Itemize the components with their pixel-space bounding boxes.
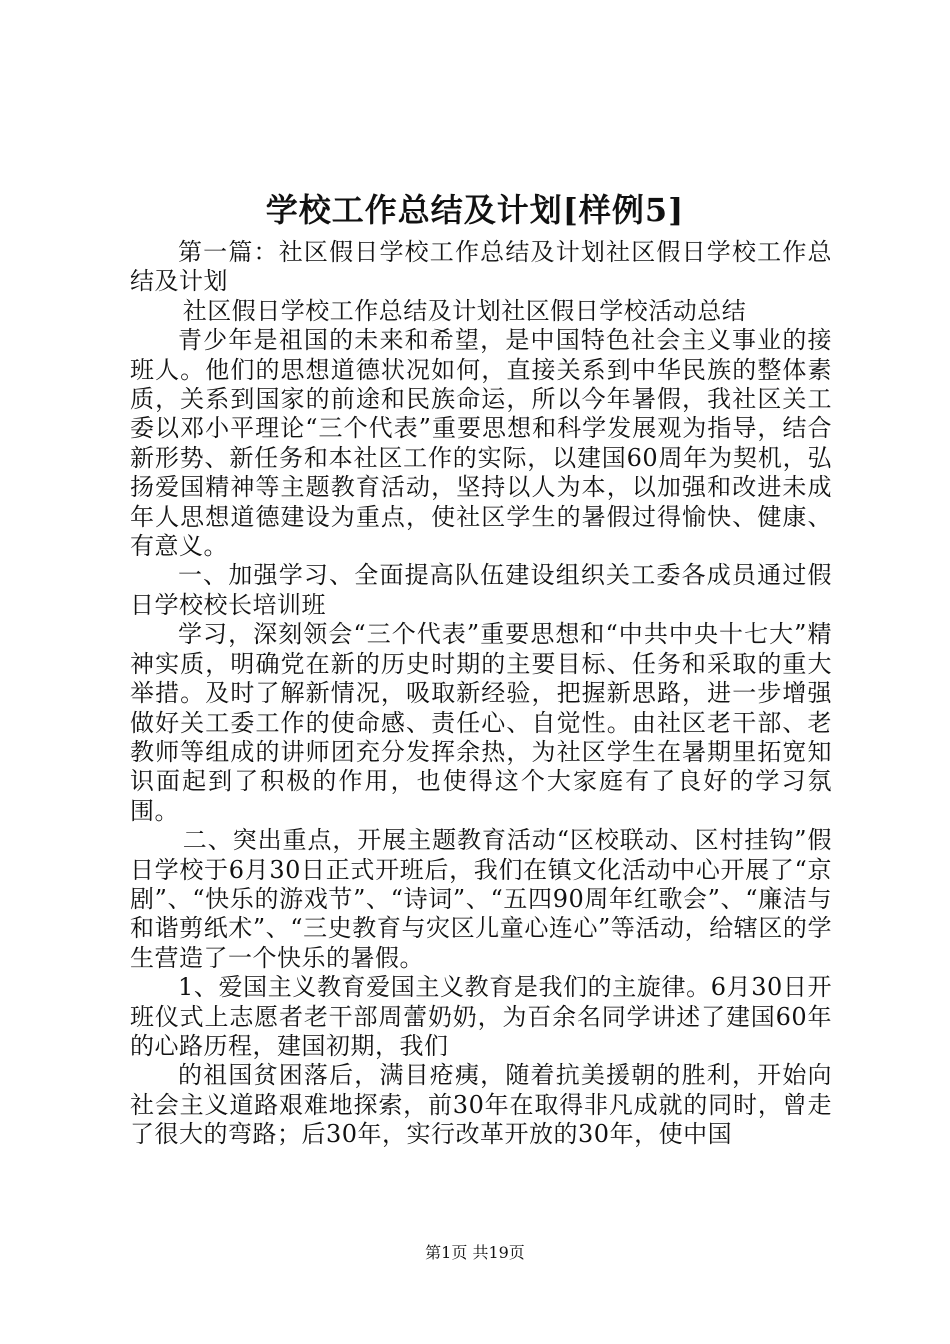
paragraph: 1、爱国主义教育爱国主义教育是我们的主旋律。6月30日开班仪式上志愿者老干部周蕾奶奶，为百余名同学讲述了建国60年的心路历程，建国初期，我们 [130, 973, 832, 1060]
paragraph: 的祖国贫困落后，满目疮痍，随着抗美援朝的胜利，开始向社会主义道路艰难地探索，前30年在取得非凡成就的同时，曾走了很大的弯路；后30年，实行改革开放的30年，使中国 [130, 1061, 832, 1149]
paragraph: 一、加强学习、全面提高队伍建设组织关工委各成员通过假日学校校长培训班 [130, 561, 832, 619]
page-footer: 第1页 共19页 [425, 1243, 525, 1262]
paragraph: 青少年是祖国的未来和希望，是中国特色社会主义事业的接班人。他们的思想道德状况如何，直接关系到中华民族的整体素质，关系到国家的前途和民族命运，所以今年暑假，我社区关工委以邓小平理论“三个代表”重要思想和科学发展观为指导，结合新形势、新任务和本社区工作的实际，以建国60周年为契机，弘扬爱国精神等主题教育活动，坚持以人为本，以加强和改进未成年人思想道德建设为重点，使社区学生的暑假过得愉快、健康、有意义。 [130, 326, 832, 561]
document-title: 学校工作总结及计划[样例5] [265, 191, 685, 229]
document-body [130, 238, 832, 1150]
paragraph: 第一篇：社区假日学校工作总结及计划社区假日学校工作总结及计划 [130, 238, 832, 296]
paragraph: 学习，深刻领会“三个代表”重要思想和“中共中央十七大”精神实质，明确党在新的历史时期的主要目标、任务和采取的重大举措。及时了解新情况，吸取新经验，把握新思路，进一步增强做好关工委工作的使命感、责任心、自觉性。由社区老干部、老教师等组成的讲师团充分发挥余热，为社区学生在暑期里拓宽知识面起到了积极的作用，也使得这个大家庭有了良好的学习氛围。 [130, 620, 832, 825]
paragraph: 社区假日学校工作总结及计划社区假日学校活动总结 [182, 296, 747, 325]
paragraph: 二、突出重点，开展主题教育活动“区校联动、区村挂钩”假日学校于6月30日正式开班后，我们在镇文化活动中心开展了“京剧”、“快乐的游戏节”、“诗词”、“五四90周年红歌会”、“廉洁与和谐剪纸术”、“三史教育与灾区儿童心连心”等活动，给辖区的学生营造了一个快乐的暑假。 [130, 826, 832, 972]
